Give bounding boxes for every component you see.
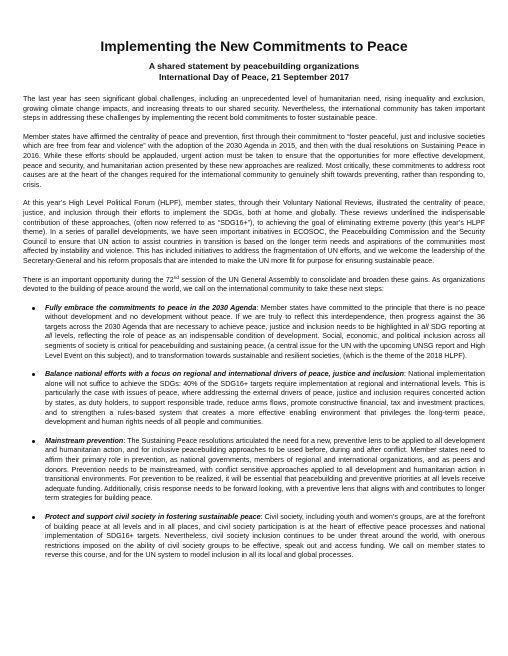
document-title: Implementing the New Commitments to Peace: [100, 38, 408, 54]
bullet-emphasis: all: [421, 322, 429, 331]
list-item: [23, 370, 485, 428]
paragraph-4-text-b: session of the UN General Assembly to consolidate and broaden these gains. As organizations devoted to the building of peace around the world, we call on the international community to take these next steps:: [23, 275, 485, 294]
bullet-text: : The Sustaining Peace resolutions articulated the need for a new, preventive lens to be applied to all development and humanitarian action, and for inclusive peacebuilding approaches to be used before, during and after conflict. Member states need to affirm their primary role in prevention, as national governments, members of regional and international organizations, and as peers and donors. Prevention needs to be mainstreamed, with conflict sensitive approaches applied to all development and humanitarian action in transitional environments. For prevention to be realized, it will be essential that peacebuilding and preventive priorities at all levels receive adequate funding. Additionally, crisis response needs to be forward looking, with a preventive lens that aligns with and contributes to longer term strategies for building peace.: [45, 436, 486, 503]
paragraph-4: [23, 276, 485, 295]
bullet-text: SDG reporting at: [428, 322, 485, 331]
paragraph-2: Member states have affirmed the centrality of peace and prevention, first through their commitment to “foster peaceful, just and inclusive societies which are free from fear and violence” with the adoption of the 2030 Agenda in 2015, and then with the dual resolutions on Sustaining Peace in 2016. While these efforts should be applauded, urgent action must be taken to ensure that the opportunities for more effective development, peace and security, and humanitarian action presented by these new approaches are realized. Most critically, these commitments to address root causes are at the heart of the changes required for the international community to genuinely shift towards preventing, rather than responding to, crisis.: [23, 132, 485, 189]
list-item: [23, 437, 485, 504]
commitments-list: [23, 304, 485, 561]
paragraph-4-text-a: There is an important opportunity during the 72: [23, 275, 174, 284]
bullet-text: levels, reflecting the role of peace as an indispensable condition of development. Social, economic, and political inclusion across all segments of society is critical for peacebuilding and sustaining peace, (a central issue for the UN with the upcoming UNSG report and High Level Event on this subject), and to transformation towards sustainable and resilient societies, (which is the theme of the 2018 HLPF).: [45, 332, 485, 360]
ordinal-suffix: nd: [173, 275, 180, 281]
bullet-icon: [32, 440, 35, 443]
bullet-icon: [32, 307, 35, 310]
subtitle-line-2: International Day of Peace, 21 September 2017: [158, 72, 350, 82]
bullet-heading: Mainstream prevention: [45, 436, 124, 445]
subtitle-block: [23, 61, 485, 83]
bullet-heading: Protect and support civil society in fostering sustainable peace: [45, 512, 261, 521]
bullet-icon: [32, 373, 35, 376]
bullet-emphasis: all: [45, 332, 53, 341]
bullet-text: : Member states have committed to the principle that there is no peace without development and no development without peace. If we are truly to reflect this interdependence, then progress against the 36 targets across the 2030 Agenda that are necessary to achieve peace, justice and inclusion needs to be highlighted in: [45, 303, 485, 331]
subtitle-line-1: A shared statement by peacebuilding organizations: [148, 61, 360, 71]
paragraph-1: The last year has seen significant global challenges, including an unprecedented level of humanitarian need, rising inequality and exclusion, growing climate change impacts, and increasing threats to our shared security. Nevertheless, the international community has taken important steps in addressing these challenges by implementing the recent bold commitments to foster sustainable peace.: [23, 95, 485, 123]
list-item: [23, 304, 485, 362]
bullet-icon: [32, 516, 35, 519]
bullet-text: : National implementation alone will not suffice to achieve the SDGs: 40% of the SDG16+ targets require implementation at regional and international levels. This is particularly the case with issues of peace, where addressing the external drivers of peace, justice and inclusion requires concerted action by states, as duty holders, to support responsible trade, reduce arms flows, promote constructive financial, tax and investment practices, and to strengthen a rules-based system that creates a more effective enabling environment that privileges the long-term peace, development and human rights needs of all people and communities.: [45, 370, 486, 427]
bullet-text: : Civil society, including youth and women’s groups, are at the forefront of building peace at all levels and in all places, and civil society participation is at the heart of effective peace processes and national implementation of SDG16+ targets. Nevertheless, civil society inclusion continues to be under threat around the world, with onerous restrictions imposed on the ability of civil society groups to be effective, speak out and access funding. We call on member states to reverse this course, and for the UN system to model inclusion in all its local and global processes.: [45, 512, 485, 560]
bullet-heading: Fully embrace the commitments to peace in the 2030 Agenda: [45, 303, 257, 312]
paragraph-3: At this year’s High Level Political Forum (HLPF), member states, through their Voluntary National Reviews, illustrated the centrality of peace, justice, and inclusion through their efforts to implement the SDGs, both at home and globally. These reviews underlined the indispensable contribution of these approaches, (often now referred to as “SDG16+”), to achieving the goal of eliminating extreme poverty (this year’s HLPF theme). In a series of parallel developments, we have seen important initiatives in ECOSOC, the Peacebuilding Commission and the Security Council to ensure that UN action to assist countries in transition is based on the longer term needs and aspirations of the communities most affected by instability and violence. This has included initiatives to address the fragmentation of UN efforts, and we welcome the leadership of the Secretary-General and his reform proposals that are intended to make the UN more fit for purpose for ensuring sustainable peace.: [23, 199, 485, 265]
list-item: [23, 513, 485, 561]
bullet-heading: Balance national efforts with a focus on regional and international drivers of peace, justice and inclusion: [45, 370, 404, 379]
